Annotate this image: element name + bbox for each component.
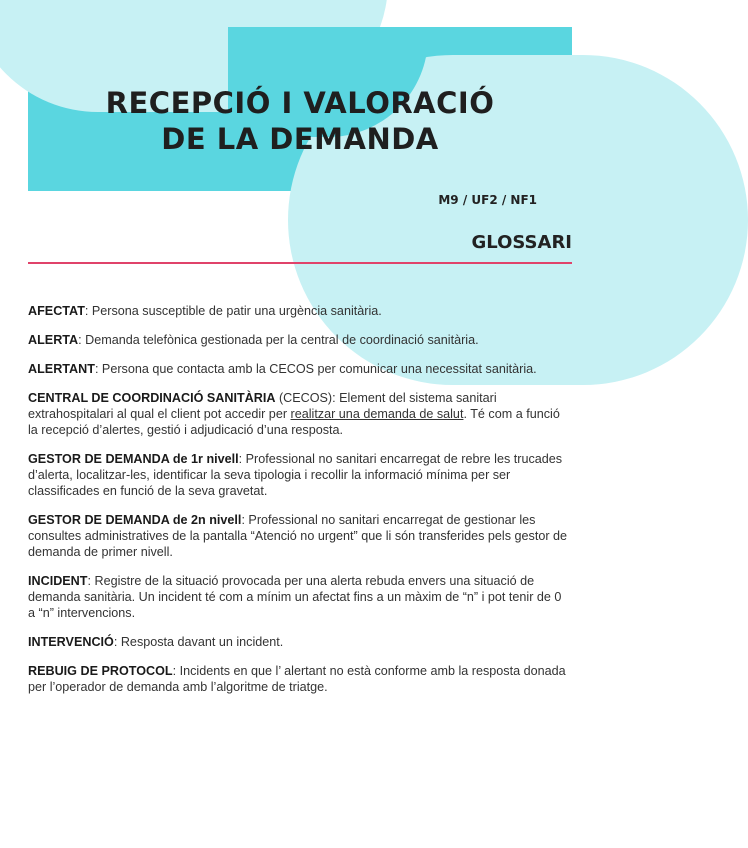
glossary-entry: [28, 451, 570, 499]
glossary-list: [28, 303, 570, 708]
glossary-term: INCIDENT: [28, 574, 88, 588]
glossary-entry: [28, 663, 570, 695]
glossary-term: GESTOR DE DEMANDA de 1r nivell: [28, 452, 239, 466]
page-title: [28, 85, 572, 157]
glossary-definition: : Resposta davant un incident.: [113, 635, 284, 649]
underlined-phrase: realitzar una demanda de salut: [290, 407, 464, 421]
header-banner: [28, 27, 572, 207]
glossary-definition: : Professional no sanitari encarregat de rebre les trucades d’alerta, localitzar-les, identificar la seva tipologia i recollir la informació mínima per ser classificades en funció de la seva gravetat.: [28, 452, 563, 498]
glossary-term: ALERTANT: [28, 362, 95, 376]
glossary-entry: [28, 390, 570, 438]
glossary-definition: : Persona susceptible de patir una urgència sanitària.: [84, 304, 382, 318]
glossary-definition-cont: . Té com a funció la recepció d’alertes, gestió i adjudicació d’una resposta.: [28, 407, 560, 437]
glossary-entry: [28, 332, 570, 348]
glossary-term: GESTOR DE DEMANDA de 2n nivell: [28, 513, 242, 527]
glossary-definition: : Professional no sanitari encarregat de gestionar les consultes administratives de la pantalla “Atenció no urgent” que li són transferides pels gestor de demanda de primer nivell.: [28, 513, 568, 559]
glossary-term: CENTRAL DE COORDINACIÓ SANITÀRIA: [28, 391, 276, 405]
title-line-1: RECEPCIÓ I VALORACIÓ: [105, 86, 495, 120]
title-line-2: DE LA DEMANDA: [161, 122, 439, 156]
glossary-entry: [28, 361, 570, 377]
glossary-term: AFECTAT: [28, 304, 85, 318]
glossary-entry: [28, 512, 570, 560]
glossary-term: INTERVENCIÓ: [28, 635, 114, 649]
glossary-definition: (CECOS): Element del sistema sanitari extrahospitalari al qual el client pot accedir per: [28, 391, 497, 421]
glossary-entry: [28, 573, 570, 621]
glossary-definition: : Demanda telefònica gestionada per la central de coordinació sanitària.: [78, 333, 479, 347]
glossary-entry: [28, 303, 570, 319]
glossary-term: REBUIG DE PROTOCOL: [28, 664, 173, 678]
glossary-entry: [28, 634, 570, 650]
section-title: GLOSSARI: [471, 232, 572, 253]
section-divider: [28, 262, 572, 264]
glossary-definition: : Incidents en que l’ alertant no està conforme amb la resposta donada per l’operador de demanda amb l’algoritme de triatge.: [28, 664, 566, 694]
glossary-definition: : Registre de la situació provocada per una alerta rebuda envers una situació de demanda sanitària. Un incident té com a mínim un afectat fins a un màxim de “n” i pot tenir de 0 a “n” intervencions.: [28, 574, 562, 620]
course-code: M9 / UF2 / NF1: [438, 193, 537, 207]
glossary-term: ALERTA: [28, 333, 79, 347]
glossary-definition: : Persona que contacta amb la CECOS per comunicar una necessitat sanitària.: [94, 362, 537, 376]
